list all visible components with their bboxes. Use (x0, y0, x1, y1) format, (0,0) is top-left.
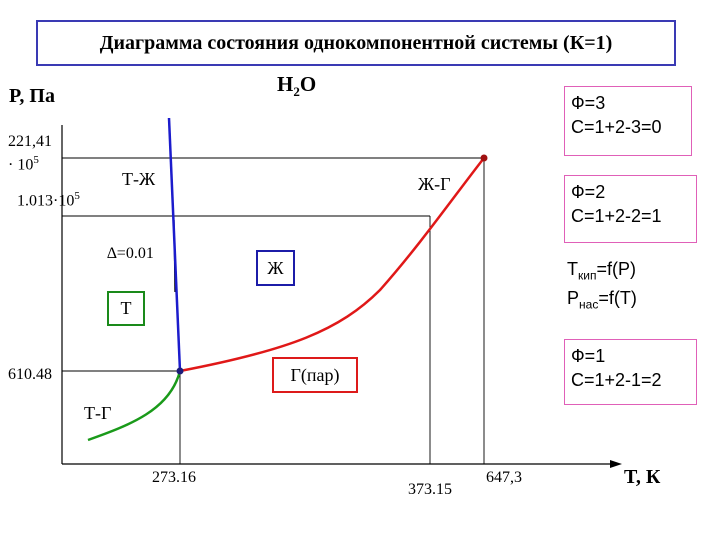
phase-box-liquid: Ж (256, 250, 295, 286)
label-solid-gas: Т-Г (84, 403, 112, 423)
x-axis-arrow (610, 460, 622, 468)
phase-rule-box-1: Ф=1 С=1+2-1=2 (564, 339, 697, 405)
x-tick-critical: 647,3 (486, 469, 522, 486)
y-tick-critical: 221,41 · $10^5$ (8, 133, 52, 174)
x-tick-boil: 373.15 (408, 481, 452, 498)
substance-formula: $H_2O$ (277, 72, 317, 100)
diagram-title: Диаграмма состояния однокомпонентной системы (К=1) (36, 20, 676, 66)
y-tick-triple: 610.48 (8, 366, 52, 383)
label-delta: ∆=0.01 (107, 245, 154, 262)
phase-box-solid: Т (107, 291, 145, 326)
phase-rule-box-2: Ф=2 С=1+2-2=1 (564, 175, 697, 243)
x-axis-label: T, К (624, 466, 661, 488)
y-tick-atm: $1.013\cdot 10^5$ (17, 190, 80, 210)
function-labels (567, 258, 637, 315)
phase-rule-box-3: Ф=3 С=1+2-3=0 (564, 86, 692, 156)
y-axis-label: P, Па (9, 85, 55, 107)
label-liquid-gas: Ж-Г (418, 174, 451, 194)
phase-box-gas: Г(пар) (272, 357, 358, 393)
function-p-sat: $Р_{нас}=f(T)$ (567, 287, 637, 312)
solid-liquid-curve (169, 118, 180, 371)
critical-point (481, 155, 488, 162)
x-tick-triple: 273.16 (152, 469, 196, 486)
function-t-boil: $Т_{кип}=f(P)$ (567, 259, 636, 283)
triple-point (177, 368, 184, 375)
label-solid-liquid: Т-Ж (122, 169, 156, 189)
